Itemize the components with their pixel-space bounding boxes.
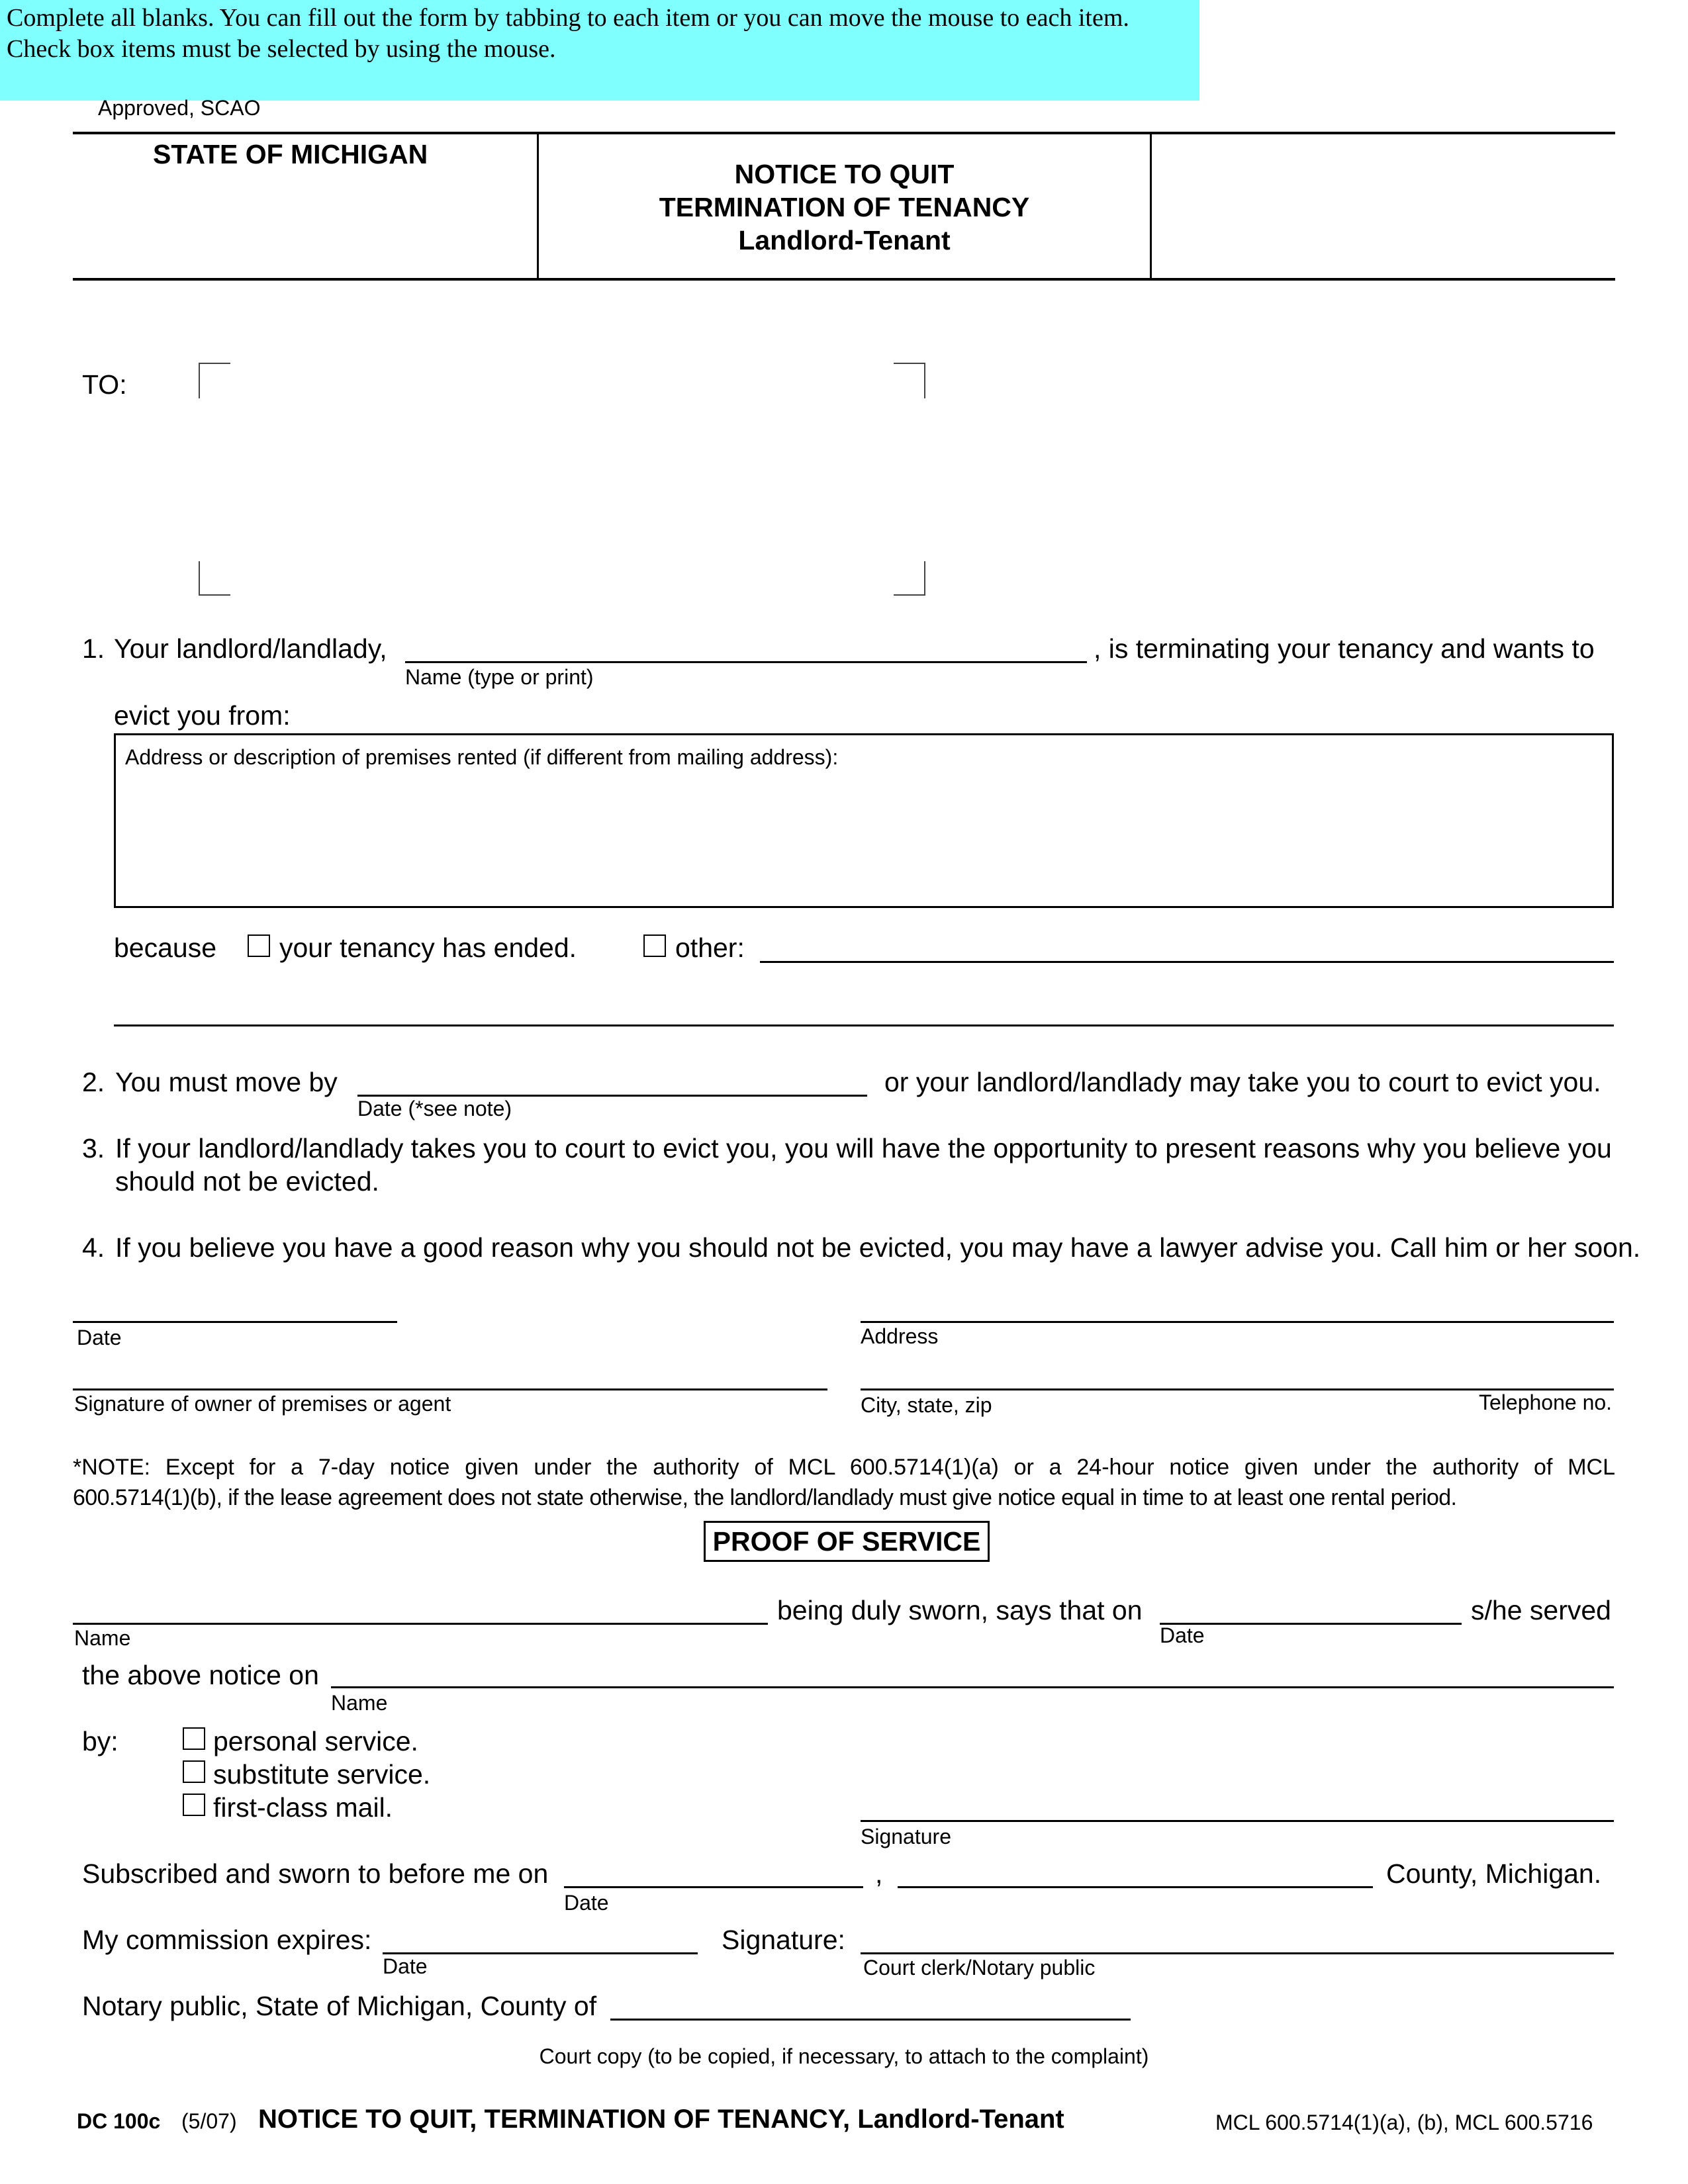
- title-line-1: NOTICE TO QUIT: [734, 159, 955, 189]
- form-revision: (5/07): [181, 2109, 237, 2133]
- item-3-number: 3.: [82, 1133, 105, 1163]
- duly-sworn-text: being duly sworn, says that on: [777, 1595, 1143, 1625]
- served-person-name-field[interactable]: [331, 1655, 1614, 1688]
- header-bottom-rule: [73, 278, 1615, 281]
- date-field[interactable]: [73, 1289, 397, 1323]
- title-line-3: Landlord-Tenant: [738, 225, 951, 255]
- served-person-name-caption: Name: [331, 1691, 388, 1715]
- county-michigan-text: County, Michigan.: [1386, 1858, 1602, 1889]
- personal-service-checkbox[interactable]: [183, 1727, 205, 1750]
- notice-on-text: the above notice on: [82, 1660, 319, 1690]
- to-address-field[interactable]: [199, 363, 927, 596]
- evict-from-label: evict you from:: [114, 700, 291, 731]
- comma-separator: ,: [875, 1858, 883, 1889]
- premises-address-box[interactable]: [114, 733, 1614, 908]
- first-class-mail-label: first-class mail.: [213, 1792, 393, 1823]
- server-signature-caption: Signature: [861, 1825, 951, 1848]
- commission-date-field[interactable]: [383, 1921, 698, 1954]
- tenancy-ended-checkbox[interactable]: [248, 934, 270, 957]
- legal-note: [73, 1452, 1615, 1513]
- item-1-number: 1.: [82, 633, 105, 664]
- server-signature-field[interactable]: [861, 1788, 1614, 1822]
- notary-county-text: Notary public, State of Michigan, County of: [82, 1991, 597, 2021]
- owner-signature-caption: Signature of owner of premises or agent: [74, 1392, 451, 1416]
- legal-note-line-1: *NOTE: Except for a 7-day notice given under the authority of MCL 600.5714(1)(a) or a 24-hour notice given under the authority of MCL: [73, 1455, 1615, 1480]
- form-title: [539, 158, 1150, 257]
- footer-title: NOTICE TO QUIT, TERMINATION OF TENANCY, Landlord-Tenant: [258, 2105, 1064, 2134]
- court-copy-note: Court copy (to be copied, if necessary, to attach to the complaint): [539, 2044, 1149, 2068]
- item-2-prefix: You must move by: [115, 1067, 338, 1097]
- city-state-zip-field[interactable]: [861, 1357, 1614, 1390]
- subscribed-text: Subscribed and sworn to before me on: [82, 1858, 549, 1889]
- landlord-name-field[interactable]: [405, 629, 1087, 663]
- service-date-caption: Date: [1160, 1623, 1205, 1647]
- premises-address-label: Address or description of premises rented (if different from mailing address):: [125, 745, 839, 769]
- commission-date-caption: Date: [383, 1954, 428, 1978]
- legal-note-line-2: 600.5714(1)(b), if the lease agreement does not state otherwise, the landlord/landlady must give notice equal in time to at least one rental period.: [73, 1485, 1457, 1510]
- corner-bottom-right: [894, 561, 925, 596]
- item-4-text: If you believe you have a good reason why you should not be evicted, you may have a lawyer advise you. Call him or her soon.: [115, 1232, 1641, 1263]
- commission-expires-text: My commission expires:: [82, 1925, 372, 1955]
- because-label: because: [114, 933, 217, 963]
- notary-signature-field[interactable]: [861, 1921, 1614, 1954]
- notary-signature-label: Signature:: [722, 1925, 845, 1955]
- other-reason-field-line-2[interactable]: [114, 993, 1614, 1026]
- server-name-field[interactable]: [73, 1591, 768, 1625]
- instruction-text: Complete all blanks. You can fill out the form by tabbing to each item or you can move the mouse to each item. Check box items must be selected by using the mouse.: [7, 4, 1129, 63]
- footer-mcl: MCL 600.5714(1)(a), (b), MCL 600.5716: [1215, 2111, 1593, 2134]
- item-1-prefix: Your landlord/landlady,: [114, 633, 387, 664]
- county-field[interactable]: [898, 1854, 1373, 1888]
- owner-signature-field[interactable]: [73, 1357, 827, 1390]
- state-name: STATE OF MICHIGAN: [153, 139, 428, 169]
- item-2-suffix: or your landlord/landlady may take you to court to evict you.: [884, 1067, 1601, 1097]
- case-number-field[interactable]: [1153, 136, 1614, 276]
- move-by-date-caption: Date (*see note): [357, 1097, 512, 1120]
- first-class-mail-checkbox[interactable]: [183, 1794, 205, 1816]
- other-reason-field[interactable]: [760, 929, 1614, 963]
- served-text: s/he served: [1471, 1595, 1611, 1625]
- header-top-rule: [73, 132, 1615, 134]
- header-divider-right: [1150, 132, 1152, 279]
- clerk-notary-caption: Court clerk/Notary public: [863, 1956, 1096, 1979]
- personal-service-label: personal service.: [213, 1726, 418, 1756]
- proof-of-service-heading: PROOF OF SERVICE: [704, 1521, 990, 1562]
- service-date-field[interactable]: [1160, 1591, 1462, 1625]
- landlord-name-caption: Name (type or print): [405, 665, 594, 689]
- tenancy-ended-label: your tenancy has ended.: [279, 933, 577, 963]
- instruction-banner: [0, 0, 1199, 101]
- address-field[interactable]: [861, 1289, 1614, 1323]
- notary-county-field[interactable]: [610, 1987, 1131, 2021]
- city-state-zip-caption: City, state, zip: [861, 1393, 992, 1417]
- sworn-date-field[interactable]: [564, 1854, 863, 1888]
- date-caption: Date: [77, 1326, 122, 1349]
- server-name-caption: Name: [74, 1626, 131, 1650]
- corner-bottom-left: [199, 561, 230, 596]
- by-label: by:: [82, 1726, 118, 1756]
- other-reason-label: other:: [675, 933, 745, 963]
- item-4-number: 4.: [82, 1232, 105, 1263]
- telephone-caption: Telephone no.: [1479, 1390, 1613, 1414]
- substitute-service-checkbox[interactable]: [183, 1760, 205, 1783]
- item-3-line-2: should not be evicted.: [115, 1166, 379, 1197]
- to-label: TO:: [82, 369, 127, 400]
- approved-label: Approved, SCAO: [98, 96, 261, 120]
- corner-top-left: [199, 363, 230, 398]
- item-2-number: 2.: [82, 1067, 105, 1097]
- form-id: DC 100c: [77, 2109, 161, 2133]
- item-3-line-1: If your landlord/landlady takes you to court to evict you, you will have the opportunity to present reasons why you believe you: [115, 1133, 1612, 1163]
- move-by-date-field[interactable]: [357, 1063, 867, 1097]
- substitute-service-label: substitute service.: [213, 1759, 431, 1790]
- other-reason-checkbox[interactable]: [643, 934, 666, 957]
- corner-top-right: [894, 363, 925, 398]
- address-caption: Address: [861, 1324, 939, 1348]
- title-line-2: TERMINATION OF TENANCY: [659, 192, 1030, 222]
- sworn-date-caption: Date: [564, 1891, 609, 1915]
- item-1-suffix: , is terminating your tenancy and wants to: [1094, 633, 1595, 664]
